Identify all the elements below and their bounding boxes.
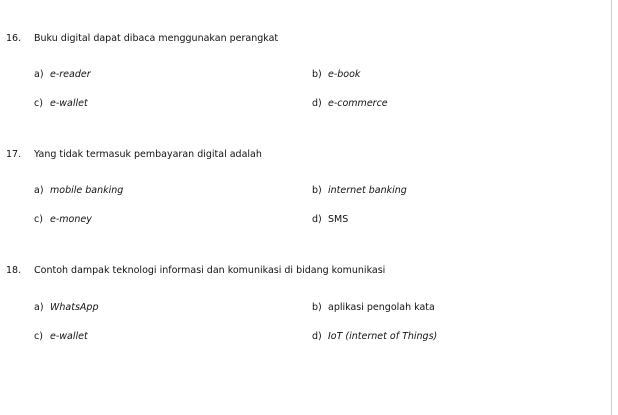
question-stem: Buku digital dapat dibaca menggunakan perangkat [34,33,279,44]
option-18c[interactable] [34,331,88,342]
option-text: mobile banking [50,185,124,196]
option-16d[interactable] [312,98,388,109]
option-label: c) [34,331,43,342]
option-text: e-wallet [50,331,88,342]
option-label: a) [34,69,44,80]
option-label: a) [34,302,44,313]
question-18 [0,265,600,279]
option-17d[interactable] [312,214,348,225]
option-label: d) [312,98,322,109]
option-text: e-book [328,69,361,80]
page-edge-line [611,0,612,415]
question-stem: Yang tidak termasuk pembayaran digital adalah [34,149,262,160]
question-number: 17. [6,149,22,160]
option-label: d) [312,214,322,225]
option-17c[interactable] [34,214,92,225]
option-text: e-commerce [328,98,388,109]
question-17 [0,149,600,163]
option-16a[interactable] [34,69,91,80]
option-label: c) [34,98,43,109]
option-17a[interactable] [34,185,123,196]
option-text: e-money [50,214,92,225]
option-text: aplikasi pengolah kata [328,302,435,313]
option-16b[interactable] [312,69,360,80]
option-label: d) [312,331,322,342]
option-text: e-reader [50,69,91,80]
option-label: c) [34,214,43,225]
question-number: 16. [6,33,22,44]
option-text: WhatsApp [50,302,99,313]
question-stem: Contoh dampak teknologi informasi dan komunikasi di bidang komunikasi [34,265,386,276]
option-17b[interactable] [312,185,407,196]
option-text: internet banking [328,185,407,196]
option-label: b) [312,302,322,313]
option-text: IoT (internet of Things) [328,331,438,342]
option-label: b) [312,69,322,80]
option-label: a) [34,185,44,196]
option-18b[interactable] [312,302,435,313]
option-16c[interactable] [34,98,88,109]
option-text: SMS [328,214,349,225]
option-label: b) [312,185,322,196]
option-text: e-wallet [50,98,88,109]
question-16 [0,33,600,47]
option-18d[interactable] [312,331,437,342]
question-number: 18. [6,265,22,276]
option-18a[interactable] [34,302,98,313]
